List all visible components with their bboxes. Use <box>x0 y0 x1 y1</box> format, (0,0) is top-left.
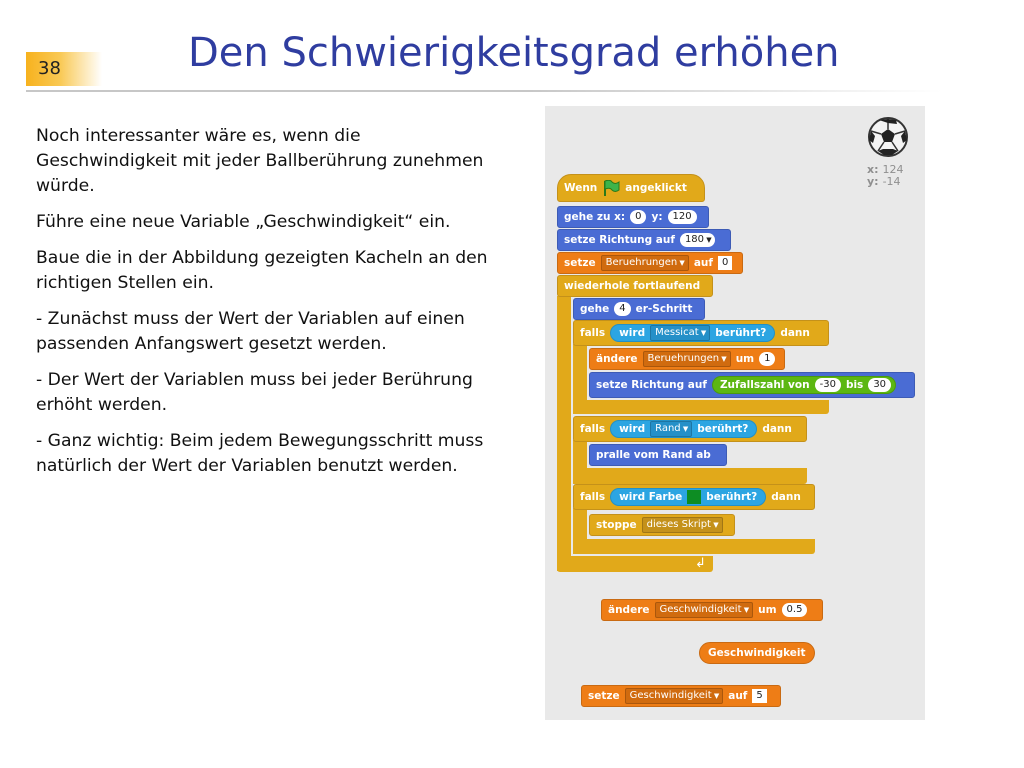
if-label: falls <box>580 491 606 503</box>
if2-foot <box>573 468 807 484</box>
goto-x-input[interactable]: 0 <box>630 210 646 224</box>
change-value-input[interactable]: 0.5 <box>782 603 808 617</box>
direction-dropdown[interactable]: 180 ▼ <box>680 233 715 247</box>
green-flag-icon <box>602 180 620 196</box>
instruction-item: Führe eine neue Variable „Geschwindigkeit“ ein. <box>36 212 451 232</box>
touching-sprite-condition[interactable] <box>610 324 775 342</box>
slide-number: 38 <box>26 52 102 86</box>
stop-label: stoppe <box>596 519 637 531</box>
stop-script-block[interactable] <box>589 514 735 536</box>
set-label: setze <box>564 257 596 269</box>
touching-label: wird <box>619 423 646 435</box>
y-value: -14 <box>882 175 901 188</box>
set-to-label: auf <box>693 257 713 269</box>
target-dropdown[interactable]: Rand ▼ <box>650 421 692 437</box>
goto-y-input[interactable]: 120 <box>668 210 697 224</box>
set-speed-block[interactable] <box>581 685 781 707</box>
change-value-input[interactable]: 1 <box>759 352 775 366</box>
forever-block[interactable] <box>557 275 713 297</box>
if3-foot <box>573 539 815 554</box>
change-label: ändere <box>608 604 650 616</box>
move-suffix: er-Schritt <box>635 303 693 315</box>
hat-when-label: Wenn <box>564 182 598 194</box>
touched-label: berührt? <box>697 423 749 435</box>
instruction-item: - Der Wert der Variablen muss bei jeder Berührung erhöht werden. <box>36 370 473 415</box>
instruction-item: Noch interessanter wäre es, wenn die Geschwindigkeit mit jeder Ballberührung zunehmen würde. <box>36 126 484 196</box>
goto-label: gehe zu x: <box>564 211 626 223</box>
move-steps-block[interactable] <box>573 298 705 320</box>
sprite-coordinates <box>867 164 904 188</box>
forever-loop-foot <box>557 556 713 572</box>
if1-foot <box>573 400 829 414</box>
point-direction-block[interactable] <box>557 229 731 251</box>
goto-xy-block[interactable] <box>557 206 709 228</box>
forever-loop-arm <box>557 296 571 571</box>
move-steps-input[interactable]: 4 <box>614 302 630 316</box>
loop-arrow-icon: ↲ <box>695 556 706 571</box>
change-label: ändere <box>596 353 638 365</box>
goto-y-label: y: <box>651 211 663 223</box>
stop-option-dropdown[interactable]: dieses Skript ▼ <box>642 517 723 533</box>
variable-dropdown[interactable]: Geschwindigkeit ▼ <box>625 688 724 704</box>
if-label: falls <box>580 327 606 339</box>
random-to-label: bis <box>845 379 864 391</box>
scripts-area[interactable] <box>545 106 925 720</box>
hat-clicked-label: angeklickt <box>625 182 687 194</box>
instruction-list <box>36 124 496 490</box>
change-speed-block[interactable] <box>601 599 823 621</box>
sprite-dropdown[interactable]: Messicat ▼ <box>650 325 710 341</box>
touching-label: wird <box>619 327 646 339</box>
speed-variable-reporter[interactable] <box>699 642 815 664</box>
set-label: setze <box>588 690 620 702</box>
slide-title: Den Schwierigkeitsgrad erhöhen <box>188 30 840 76</box>
then-label: dann <box>762 423 792 435</box>
then-label: dann <box>771 491 801 503</box>
soccer-ball-icon[interactable] <box>867 116 909 158</box>
if-touching-color-block[interactable] <box>573 484 815 510</box>
random-label: Zufallszahl von <box>719 379 810 391</box>
if-touching-messicat-block[interactable] <box>573 320 829 346</box>
forever-label: wiederhole fortlaufend <box>564 280 701 292</box>
set-value-input[interactable]: 5 <box>752 689 766 703</box>
then-label: dann <box>780 327 810 339</box>
if-label: falls <box>580 423 606 435</box>
touching-color-label: wird Farbe <box>619 491 683 503</box>
bounce-block[interactable] <box>589 444 727 466</box>
touching-color-condition[interactable] <box>610 488 766 506</box>
instruction-item: Baue die in der Abbildung gezeigten Kacheln an den richtigen Stellen ein. <box>36 248 488 293</box>
variable-dropdown[interactable]: Beruehrungen ▼ <box>601 255 689 271</box>
if-touching-edge-block[interactable] <box>573 416 807 442</box>
point-random-direction-block[interactable] <box>589 372 915 398</box>
x-value: 124 <box>882 163 904 176</box>
x-label: x: <box>867 163 879 176</box>
set-to-label: auf <box>728 690 748 702</box>
bounce-label: pralle vom Rand ab <box>596 449 711 461</box>
change-by-label: um <box>758 604 777 616</box>
instruction-item: - Zunächst muss der Wert der Variablen auf einen passenden Anfangswert gesetzt werden. <box>36 309 465 354</box>
title-divider <box>26 90 942 92</box>
y-label: y: <box>867 175 879 188</box>
move-label: gehe <box>580 303 610 315</box>
random-number-operator[interactable] <box>712 376 896 394</box>
change-by-label: um <box>735 353 755 365</box>
point-direction-label: setze Richtung auf <box>564 234 675 246</box>
set-touches-block[interactable] <box>557 252 743 274</box>
speed-reporter-label: Geschwindigkeit <box>708 647 806 659</box>
change-touches-block[interactable] <box>589 348 785 370</box>
touched-label: berührt? <box>715 327 767 339</box>
instruction-item: - Ganz wichtig: Beim jedem Bewegungsschritt muss natürlich der Wert der Variablen benutzt werden. <box>36 431 484 476</box>
touched-label: berührt? <box>706 491 758 503</box>
when-flag-clicked-block[interactable] <box>557 174 705 202</box>
color-swatch[interactable] <box>687 490 701 504</box>
touching-edge-condition[interactable] <box>610 420 757 438</box>
set-value-input[interactable]: 0 <box>718 256 732 270</box>
point-direction-label: setze Richtung auf <box>596 379 707 391</box>
random-to-input[interactable]: 30 <box>868 378 891 392</box>
random-from-input[interactable]: -30 <box>815 378 841 392</box>
variable-dropdown[interactable]: Beruehrungen ▼ <box>643 351 731 367</box>
variable-dropdown[interactable]: Geschwindigkeit ▼ <box>655 602 754 618</box>
